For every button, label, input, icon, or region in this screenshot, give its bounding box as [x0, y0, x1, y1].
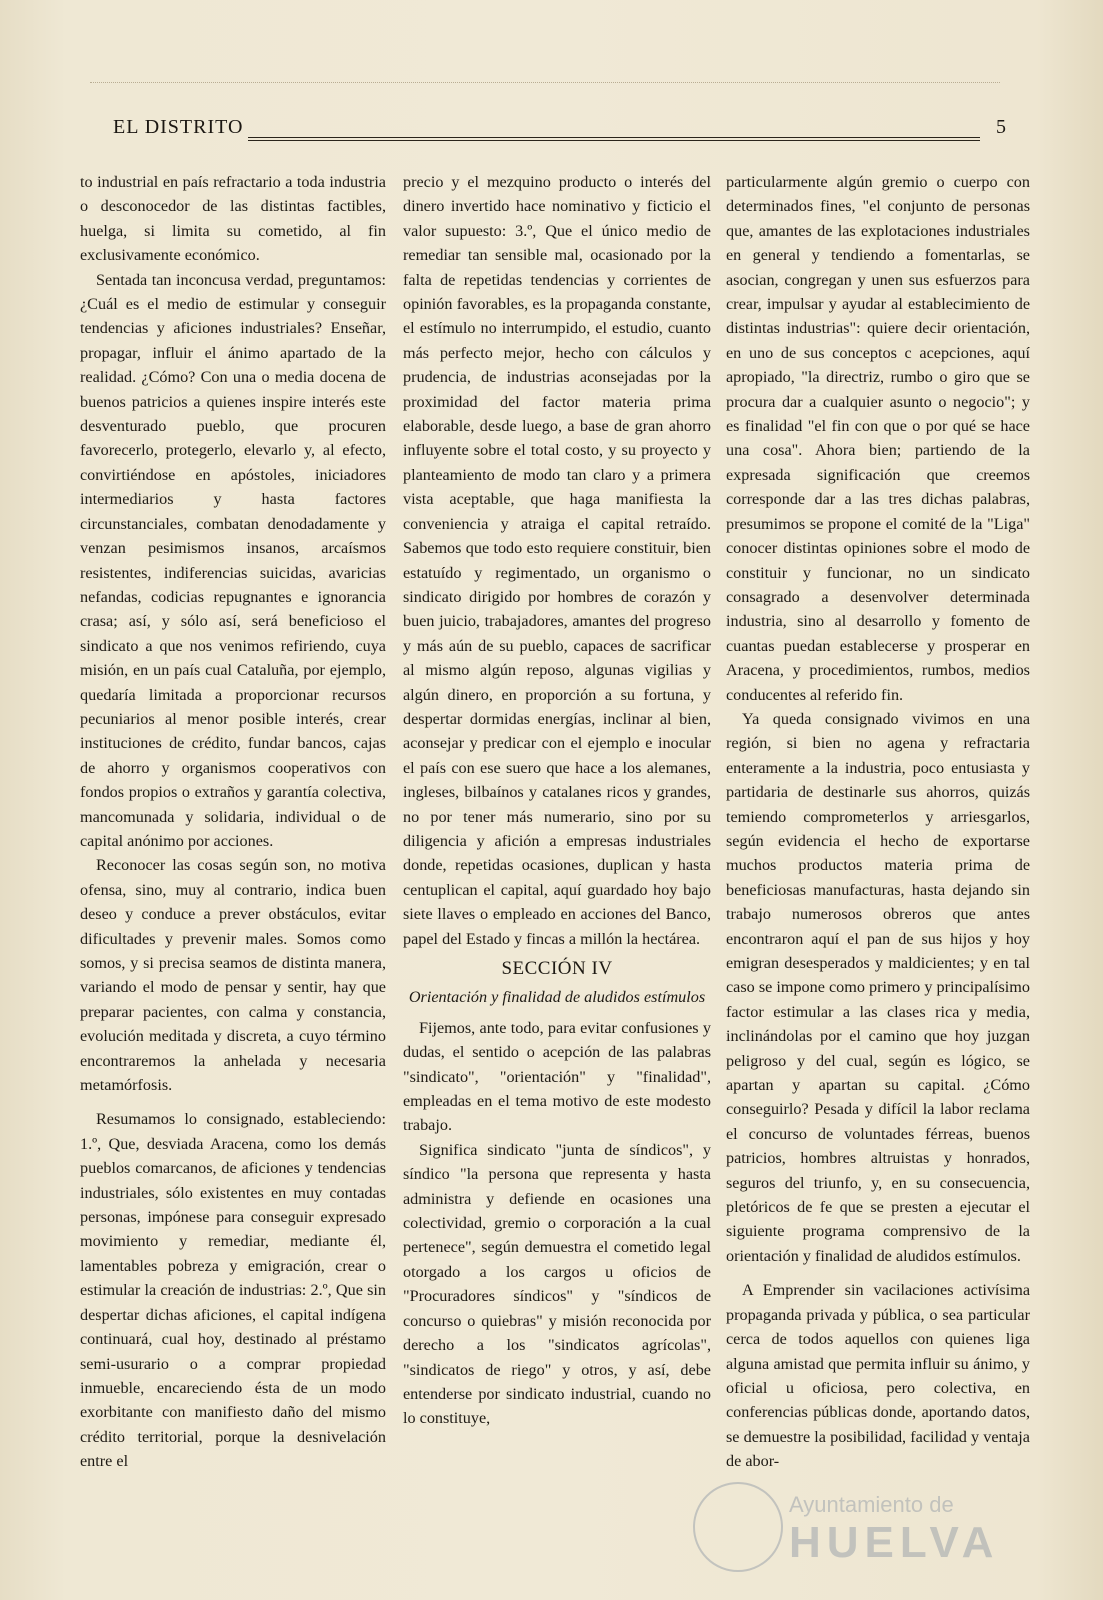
- bleed-through-rule: [90, 82, 1000, 83]
- page-header: [113, 116, 1010, 146]
- section-title: SECCIÓN IV: [501, 958, 613, 979]
- paragraph: Reconocer las cosas según son, no motiva ofensa, sino, muy al contrario, indica buen deseo y conduce a prever obstáculos, evitar dificultades y prevenir males. Somos como somos, y si precisa seamos de distinta manera, variando el modo de pensar y sentir, hay que preparar pacientes, con calma y constancia, evolución meditada y discreta, a cuyo término encontraremos la anhelada y necesaria metamórfosis.: [80, 856, 386, 1095]
- header-rule: [248, 137, 980, 141]
- column-2: [403, 170, 711, 1431]
- paragraph: Ya queda consignado vivimos en una región, si bien no agena y refractaria enteramente a la industria, poco entusiasta y partidaria de destinarle sus ahorros, quizás temiendo comprometerlos y arriesgarlos, según evidencia el hecho de exportarse muchos productos materia prima de beneficiosas manufacturas, hasta dejando sin trabajo numerosos obreros que antes encontraron aquí el pan de sus hijos y hoy emigran desesperados y maldicientes; y en tal caso se impone como primero y principalísimo factor estimular a las clases rica y media, inclinándolas por el camino que hoy juzgan peligroso y del cual, según es lógico, se apartan y apartan su capital. ¿Cómo conseguirlo? Pesada y difícil la labor reclama el concurso de voluntades férreas, buenos patricios, hombres altruistas y honrados, seguros del triunfo, y, en su consecuencia, pletóricos de fe que se presten a ejecutar el siguiente programa comprensivo de la orientación y finalidad de aludidos estímulos.: [726, 709, 1030, 1265]
- section-subtitle: Orientación y finalidad de aludidos estímulos: [408, 988, 706, 1007]
- watermark-line-1: Ayuntamiento de: [789, 1492, 954, 1517]
- page-number: 5: [996, 116, 1006, 138]
- paragraph: Significa sindicato "junta de síndicos", y síndico "la persona que representa y hasta administra y defiende en ocasiones una colectividad, gremio o corporación a la cual pertenece", según demuestra el cometido legal otorgado a los cargos u oficios de "Procuradores síndicos" y "síndicos de concurso o quiebras" y misión reconocida por derecho a los "sindicatos agrícolas", "sindicatos de riego" y otros, y así, debe entenderse por sindicato industrial, cuando no lo constituye,: [403, 1140, 711, 1428]
- paragraph: Resumamos lo consignado, estableciendo: 1.º, Que, desviada Aracena, como los demás pueblos comarcanos, de aficiones y tendencias industriales, sólo existentes en muy contadas personas, impónese para conseguir expresado movimiento y remediar, mediante él, lamentables pobreza y emigración, crear o estimular la creación de industrias: 2.º, Que sin despertar dichas aficiones, el capital indígena continuará, cual hoy, destinado al préstamo semi-usurario o a comprar propiedad inmueble, encareciendo ésta de un modo exorbitante con manifiesto daño del mismo crédito territorial, porque la desnivelación entre el: [80, 1110, 386, 1471]
- seal-icon: [693, 1482, 783, 1572]
- column-3: [726, 170, 1030, 1474]
- archive-watermark: [693, 1472, 1003, 1572]
- paragraph: Sentada tan inconcusa verdad, preguntamos: ¿Cuál es el medio de estimular y conseguir tendencias y aficiones industriales? Enseñar, propagar, influir el ánimo apartado de la realidad. ¿Cómo? Con una o media docena de buenos patricios a quienes inspire interés este desventurado pueblo, que procuren favorecerlo, protegerlo, elevarlo y, al efecto, convirtiéndose en apóstoles, iniciadores intermediarios y hasta factores circunstanciales, combatan denodadamente y venzan pesimismos insanos, arcaísmos resistentes, indiferencias suicidas, avaricias nefandas, codicias repugnantes e ignorancia crasa; así, y sólo así, será beneficioso el sindicato a que nos venimos refiriendo, cuya misión, en un país cual Cataluña, por ejemplo, quedaría limitada a proporcionar recursos pecuniarios al menor posible interés, crear instituciones de crédito, fundar bancos, cajas de ahorro y organismos cooperativos con fondos propios o extraños y garantía colectiva, mancomunada y solidaria, individual o de capital anónimo por acciones.: [80, 270, 386, 850]
- watermark-line-2: HUELVA: [789, 1518, 1000, 1567]
- column-1: [80, 170, 386, 1474]
- paragraph: A Emprender sin vacilaciones activísima propaganda privada y pública, o sea particular cerca de todos aquellos con quienes liga alguna amistad que permita influir su ánimo, y oficial u oficiosa, pero colectiva, en conferencias públicas donde, aportando datos, se demuestre la posibilidad, facilidad y ventaja de abor-: [726, 1281, 1030, 1471]
- paragraph: to industrial en país refractario a toda industria o desconocedor de las distintas factibles, huelga, si limita su cometido, al fin exclusivamente económico.: [80, 173, 386, 265]
- paragraph: particularmente algún gremio o cuerpo con determinados fines, "el conjunto de personas que, amantes de las explotaciones industriales en general y tendiendo a fomentarlas, se asocian, congregan y unen sus esfuerzos para crear, impulsar y ayudar al establecimiento de distintas industrias": quiere decir orientación, en uno de sus conceptos c acepciones, aquí apropiado, "la directriz, rumbo o giro que se procura dar a cualquier asunto o negocio"; y es finalidad "el fin con que o por qué se hace una cosa". Ahora bien; partiendo de la expresada significación que creemos corresponde dar a las tres dichas palabras, presumimos se propone el comité de la "Liga" conocer distintas opiniones sobre el modo de constituir y funcionar, no un sindicato consagrado a desenvolver determinada industria, sino al desarrollo y fomento de cuantas puedan establecerse y prosperar en Aracena, y procedimientos, rumbos, medios conducentes al referido fin.: [726, 173, 1030, 704]
- paragraph: Fijemos, ante todo, para evitar confusiones y dudas, el sentido o acepción de las palabras "sindicato", "orientación" y "finalidad", empleadas en el tema motivo de este modesto trabajo.: [403, 1018, 711, 1135]
- paragraph: precio y el mezquino producto o interés del dinero invertido hace nominativo y ficticio el valor supuesto: 3.º, Que el único medio de remediar tan sensible mal, ocasionado por la falta de repetidas tendencias y corrientes de opinión favorables, es la propaganda constante, el estímulo no interrumpido, el estudio, cuanto más perfecto mejor, hecho con cálculos y prudencia, de industrias aconsejadas por la proximidad del factor materia prima elaborable, desde luego, a base de gran ahorro influyente sobre el total costo, y su proyecto y planteamiento de modo tan claro y a primera vista aceptable, que haga manifiesta la conveniencia y atraiga el capital retraído. Sabemos que todo esto requiere constituir, bien estatuído y regimentado, un organismo o sindicato dirigido por hombres de corazón y buen juicio, trabajadores, amantes del progreso y más aún de su pueblo, capaces de sacrificar al mismo algún reposo, algunas vigilias y algún dinero, en proporción a su fortuna, y despertar dormidas energías, inclinar al bien, aconsejar y predicar con el ejemplo e inocular el país con ese suero que hace a los alemanes, ingleses, bilbaínos y catalanes ricos y grandes, no por tener más numerario, sino por su diligencia y afición a empresas industriales donde, repetidas ocasiones, duplican y hasta centuplican el capital, aquí guardado hoy bajo siete llaves o empleado en acciones del Banco, papel del Estado y fincas a millón la hectárea.: [403, 173, 711, 948]
- newspaper-title: EL DISTRITO: [113, 116, 244, 138]
